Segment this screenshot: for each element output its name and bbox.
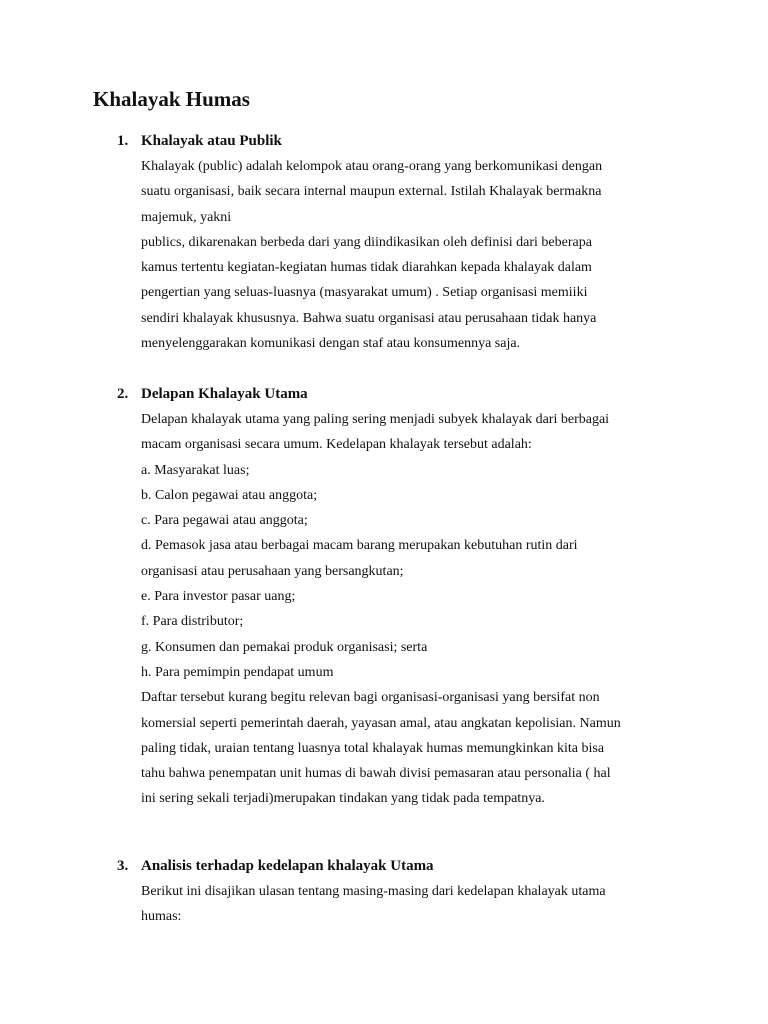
body-text-line: ini sering sekali terjadi)merupakan tindakan yang tidak pada tempatnya. bbox=[141, 791, 545, 807]
section-number: 2. bbox=[117, 386, 129, 402]
section-body bbox=[117, 154, 677, 356]
section-body bbox=[117, 879, 677, 930]
body-text-line: menyelenggarakan komunikasi dengan staf atau konsumennya saja. bbox=[141, 336, 521, 352]
section-delapan-khalayak-utama bbox=[117, 382, 677, 812]
body-text-line: publics, dikarenakan berbeda dari yang diindikasikan oleh definisi dari beberapa bbox=[141, 234, 592, 250]
body-text-line: Daftar tersebut kurang begitu relevan bagi organisasi-organisasi yang bersifat non bbox=[141, 690, 600, 706]
section-body bbox=[117, 407, 677, 812]
section-title: Khalayak atau Publik bbox=[141, 133, 282, 149]
section-khalayak-atau-publik bbox=[117, 129, 677, 356]
section-title: Analisis terhadap kedelapan khalayak Utama bbox=[141, 858, 434, 874]
body-text-line: d. Pemasok jasa atau berbagai macam barang merupakan kebutuhan rutin dari bbox=[141, 538, 578, 554]
body-text-line: g. Konsumen dan pemakai produk organisasi; serta bbox=[141, 639, 428, 655]
body-text-line: f. Para distributor; bbox=[141, 614, 244, 630]
body-text-line: a. Masyarakat luas; bbox=[141, 462, 250, 478]
section-number: 3. bbox=[117, 858, 129, 874]
body-text-line: organisasi atau perusahaan yang bersangkutan; bbox=[141, 563, 404, 579]
body-text-line: sendiri khalayak khususnya. Bahwa suatu organisasi atau perusahaan tidak hanya bbox=[141, 310, 597, 326]
body-text-line: c. Para pegawai atau anggota; bbox=[141, 513, 308, 529]
body-text-line: e. Para investor pasar uang; bbox=[141, 589, 296, 605]
body-text-line: Berikut ini disajikan ulasan tentang masing-masing dari kedelapan khalayak utama bbox=[141, 884, 606, 899]
body-text-line: Khalayak (public) adalah kelompok atau orang-orang yang berkomunikasi dengan bbox=[141, 159, 603, 174]
body-text-line: pengertian yang seluas-luasnya (masyarakat umum) . Setiap organisasi memiiki bbox=[141, 285, 588, 301]
document-title: Khalayak Humas bbox=[93, 87, 250, 111]
body-text-line: tahu bahwa penempatan unit humas di bawah divisi pemasaran atau personalia ( hal bbox=[141, 766, 611, 782]
body-text-line: kamus tertentu kegiatan-kegiatan humas tidak diarahkan kepada khalayak dalam bbox=[141, 260, 592, 276]
section-title: Delapan Khalayak Utama bbox=[141, 386, 308, 402]
section-heading bbox=[117, 129, 677, 154]
body-text-line: humas: bbox=[141, 909, 182, 925]
body-text-line: suatu organisasi, baik secara internal maupun external. Istilah Khalayak bermakna bbox=[141, 184, 602, 200]
section-heading bbox=[117, 382, 677, 407]
body-text-line: paling tidak, uraian tentang luasnya total khalayak humas memungkinkan kita bisa bbox=[141, 740, 605, 756]
body-text-line: komersial seperti pemerintah daerah, yayasan amal, atau angkatan kepolisian. Namun bbox=[141, 715, 621, 731]
body-text-line: h. Para pemimpin pendapat umum bbox=[141, 664, 334, 680]
body-text-line: majemuk, yakni bbox=[141, 209, 232, 225]
body-text-line: Delapan khalayak utama yang paling sering menjadi subyek khalayak dari berbagai bbox=[141, 412, 610, 427]
body-text-line: macam organisasi secara umum. Kedelapan khalayak tersebut adalah: bbox=[141, 437, 532, 453]
body-text-line: b. Calon pegawai atau anggota; bbox=[141, 487, 318, 503]
section-heading bbox=[117, 854, 677, 879]
section-number: 1. bbox=[117, 133, 129, 149]
section-analisis-kedelapan-khalayak bbox=[117, 854, 677, 930]
